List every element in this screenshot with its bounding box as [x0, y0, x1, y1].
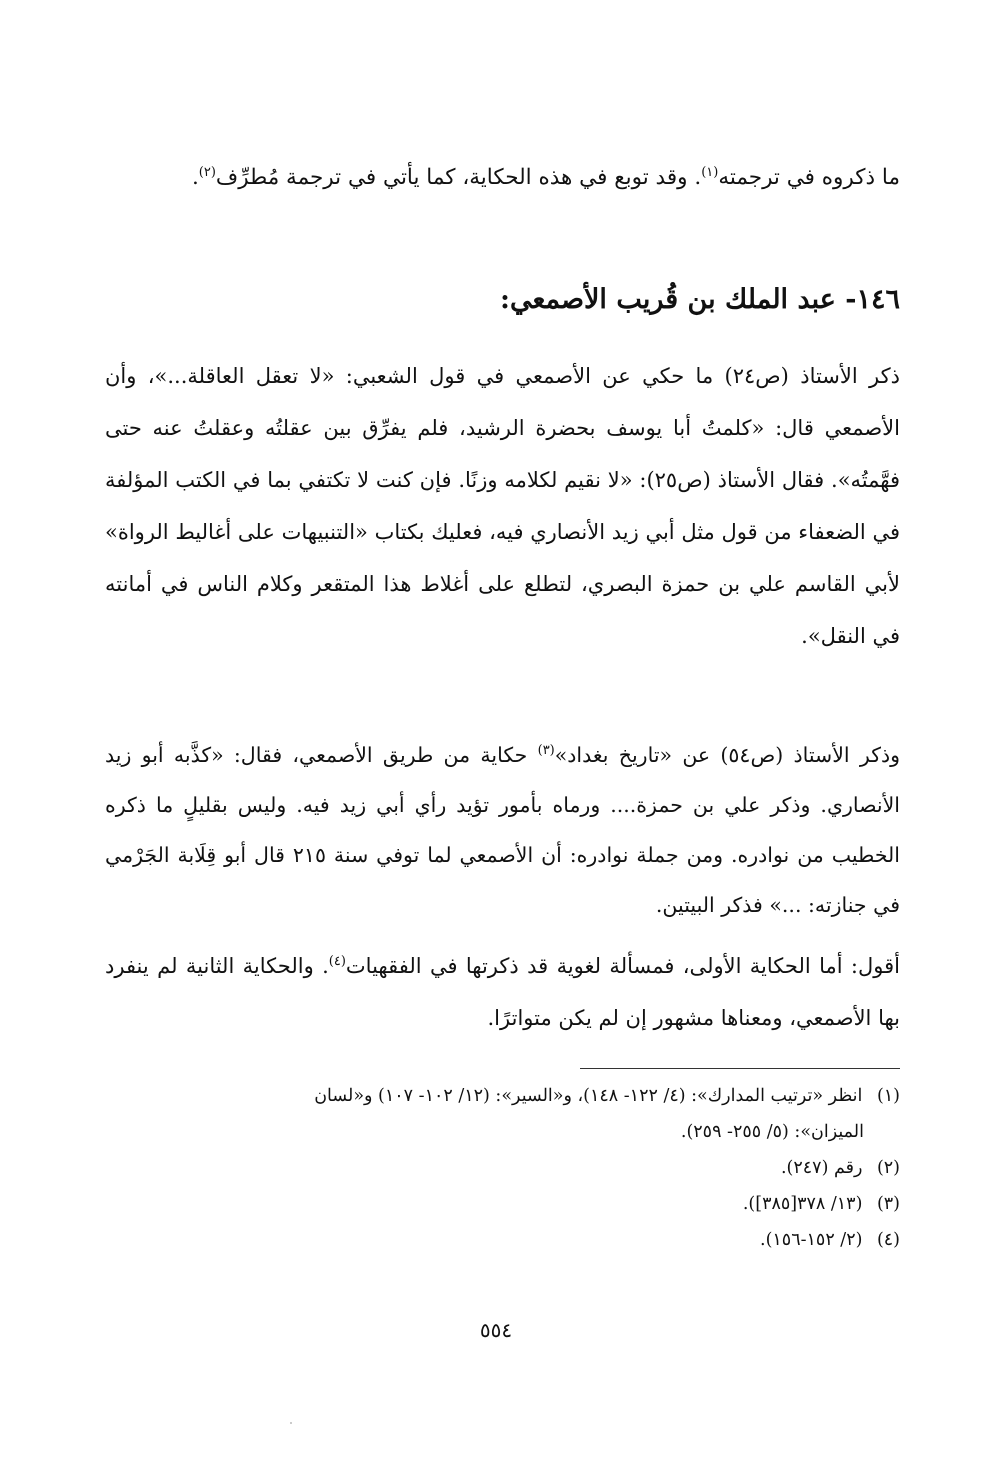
intro-text-end: . [191, 165, 199, 190]
footnote-text: الميزان»: (٥/ ٢٥٥- ٢٥٩). [680, 1122, 864, 1142]
scan-speck [290, 1422, 292, 1424]
paragraph-2: ذكر الأستاذ (ص٢٤) ما حكي عن الأصمعي في قول الشعبي: «لا تعقل العاقلة...»، وأن الأصمعي قال: «كلمتُ أبا يوسف بحضرة الرشيد، فلم يفرِّق بين عقلتُه وعقلتُ عنه حتى فهَّمتُه». فقال الأستاذ (ص٢٥): «لا نقيم لكلامه وزنًا. فإن كنت لا تكتفي بما في الكتب المؤلفة في الضعفاء من قول مثل أبي زيد الأنصاري فيه، فعليك بكتاب «التنبيهات على أغاليط الرواة» لأبي القاسم علي بن حمزة البصري، لتطلع على أغلاط هذا المتقعر وكلام الناس في أمانته في النقل». [105, 364, 900, 648]
section-heading: ١٤٦- عبد الملك بن قُريب الأصمعي: [499, 284, 900, 315]
footnote-number: (٤) [876, 1230, 900, 1250]
intro-text-cont: . وقد توبع في هذه الحكاية، كما يأتي في ترجمة مُطرِّف [215, 165, 702, 190]
paragraph-3-text-b: حكاية من طريق الأصمعي، فقال: «كذَّبه أبو زيد الأنصاري. وذكر علي بن حمزة.... ورماه بأمور تؤيد رأي أبي زيد فيه. وليس بقليلٍ ما ذكره الخطيب من نوادره. ومن جملة نوادره: أن الأصمعي لما توفي سنة ٢١٥ قال أبو قِلَابة الجَرْمي في جنازته: ...» فذكر البيتين. [105, 743, 900, 917]
intro-text: ما ذكروه في ترجمته [718, 165, 900, 190]
footnote-text: (١٣/ ٣٧٨[٣٨٥]). [742, 1194, 863, 1214]
footnote-ref-3[interactable]: (٣) [537, 743, 555, 759]
footnote-2 [105, 1150, 900, 1186]
footnote-separator [580, 1068, 900, 1069]
paragraph-intro [105, 158, 900, 242]
footnote-text: انظر «ترتيب المدارك»: (٤/ ١٢٢- ١٤٨)، و«السير»: (١٢/ ١٠٢- ١٠٧) و«لسان [314, 1086, 863, 1106]
footnote-ref-1[interactable]: (١) [701, 164, 719, 180]
footnote-number: (٢) [876, 1158, 900, 1178]
footnote-4 [105, 1222, 900, 1258]
footnote-number: (٣) [876, 1194, 900, 1214]
paragraph-4-text-a: أقول: أما الحكاية الأولى، فمسألة لغوية قد ذكرتها في الفقهيات [345, 954, 900, 978]
footnote-3 [105, 1186, 900, 1222]
footnote-ref-2[interactable]: (٢) [198, 164, 216, 180]
footnote-text: رقم (٢٤٧). [780, 1158, 863, 1178]
footnote-number: (١) [876, 1086, 900, 1106]
footnote-ref-4[interactable]: (٤) [328, 954, 346, 969]
paragraph-3-text-a: وذكر الأستاذ (ص٥٤) عن «تاريخ بغداد» [554, 743, 900, 767]
footnotes [105, 1078, 900, 1258]
paragraph-3 [105, 730, 900, 940]
footnote-1 [105, 1078, 900, 1114]
book-page [105, 150, 900, 1400]
paragraph-4 [105, 940, 900, 1045]
paragraph-4-text-b: . والحكاية الثانية لم ينفرد بها الأصمعي، ومعناها مشهور إن لم يكن متواترًا. [105, 954, 900, 1030]
page-number: ٥٥٤ [479, 1318, 513, 1342]
footnote-1-cont [105, 1114, 900, 1150]
footnote-text: (٢/ ١٥٢-١٥٦). [760, 1230, 863, 1250]
